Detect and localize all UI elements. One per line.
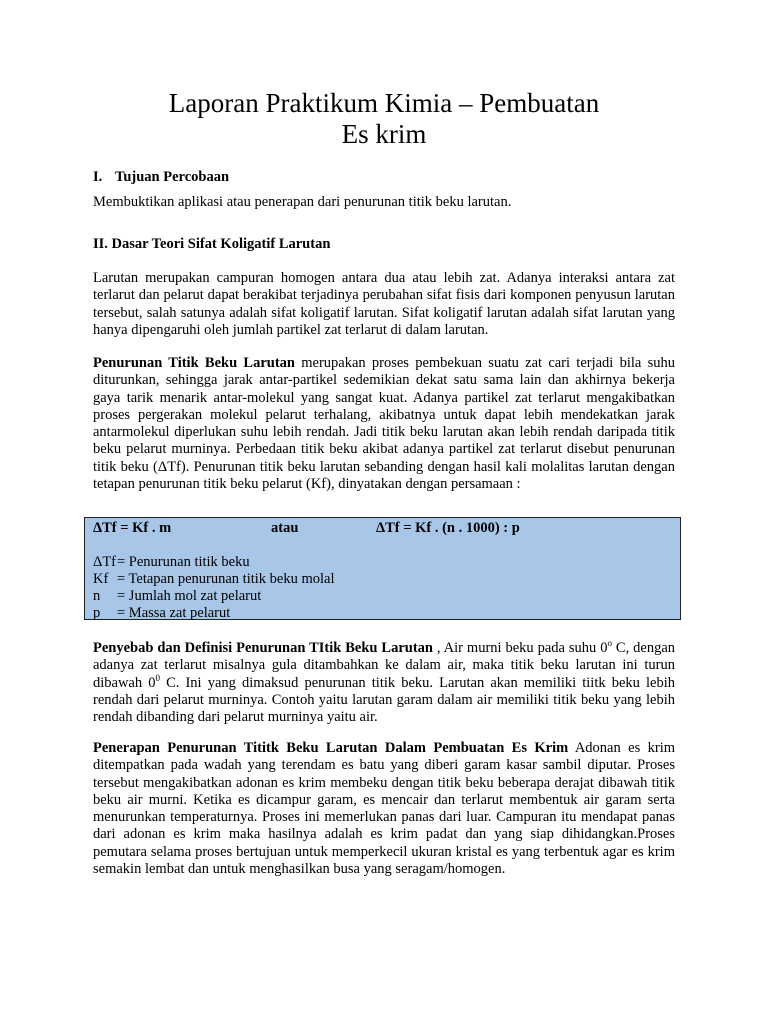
definition-row: [93, 605, 680, 622]
paragraph-body: , Air murni beku pada suhu 0: [432, 640, 608, 656]
title-line-2: Es krim: [341, 119, 427, 149]
definition-text: = Jumlah mol zat pelarut: [117, 588, 262, 604]
paragraph-penurunan-titik-beku: [93, 355, 675, 493]
paragraph-larutan: Larutan merupakan campuran homogen antara dua atau lebih zat. Adanya interaksi antara zat terlarut dan pelarut dapat berakibat terjadinya perubahan sifat fisis dari komponen penyusun larutan tersebut, salah satunya adalah sifat koligatif larutan. Sifat koligatif larutan adalah sifat larutan yang hanya dipengaruhi oleh jumlah partikel zat terlarut di dalam larutan.: [93, 270, 675, 338]
paragraph-penerapan: [93, 740, 675, 878]
paragraph-body: merupakan proses pembekuan suatu zat cari terjadi bila suhu diturunkan, sehingga jarak antar-partikel sedemikian dekat satu sama lain dan akhirnya bekerja gaya tarik menarik antar-molekul yang sangat kuat. Adanya partikel zat terlarut mengakibatkan proses pergerakan molekul pelarut terhalang, akibatnya untuk dapat lebih mendekatkan jarak antarmolekul diperlukan suhu lebih rendah. Jadi titik beku larutan akan lebih rendah daripada titik beku pelarut murninya. Perbedaan titik beku akibat adanya partikel zat terlarut disebut penurunan titik beku (ΔTf). Penurunan titik beku larutan sebanding dengan hasil kali molalitas larutan dengan tetapan penurunan titik beku pelarut (Kf), dinyatakan dengan persamaan :: [93, 355, 675, 493]
formula-line: [93, 520, 680, 537]
paragraph-bold-lead: Penyebab dan Definisi Penurunan TItik Beku Larutan: [93, 640, 433, 656]
superscript: 0: [155, 672, 160, 683]
definition-symbol: Kf: [93, 571, 109, 587]
definition-symbol: ΔTf: [93, 554, 117, 570]
paragraph-bold-lead: Penurunan Titik Beku Larutan: [93, 355, 295, 371]
definition-row: [93, 554, 680, 571]
paragraph-bold-lead: Penerapan Penurunan Tititk Beku Larutan Dalam Pembuatan Es Krim: [93, 740, 569, 756]
definition-row: [93, 588, 680, 605]
formula-mass: ΔTf = Kf . (n . 1000) : p: [376, 520, 520, 536]
title-line-1: Laporan Praktikum Kimia – Pembuatan: [168, 88, 600, 118]
paragraph-tujuan: Membuktikan aplikasi atau penerapan dari penurunan titik beku larutan.: [93, 194, 512, 210]
definition-symbol: n: [93, 588, 101, 604]
definition-row: [93, 571, 680, 588]
paragraph-penyebab: [93, 640, 675, 726]
page-title: [90, 88, 678, 150]
section-heading-dasar-teori: II. Dasar Teori Sifat Koligatif Larutan: [93, 236, 331, 252]
section-heading-text: Tujuan Percobaan: [115, 169, 230, 185]
formula-box: [84, 517, 681, 620]
definition-text: = Tetapan penurunan titik beku molal: [117, 571, 335, 587]
definition-text: = Massa zat pelarut: [117, 605, 231, 621]
section-number: I.: [93, 169, 103, 185]
definition-symbol: p: [93, 605, 101, 621]
paragraph-body: C, dengan adanya zat terlarut misalnya gula ditambahkan ke dalam air, maka titik beku larutan ini turun dibawah 0: [93, 640, 676, 691]
section-heading-tujuan: [93, 169, 675, 186]
paragraph-body: C. Ini yang dimaksud penurunan titik beku. Larutan akan memiliki tiitk beku lebih rendah dari pelarut murninya. Contoh yaitu larutan garam dalam air memiliki titik beku yang lebih rendah dibanding dari pelarut murninya yaitu air.: [93, 674, 675, 726]
formula-molality: ΔTf = Kf . m: [93, 520, 172, 536]
formula-separator: atau: [271, 520, 299, 536]
definition-text: = Penurunan titik beku: [117, 554, 250, 570]
superscript: o: [607, 638, 612, 649]
paragraph-body: Adonan es krim ditempatkan pada wadah yang terendam es batu yang diberi garam kasar sambil diputar. Proses tersebut mengakibatkan adonan es krim membeku dengan titik beku beberapa derajat dibawah titik beku air murni. Ketika es dicampur garam, es mencair dan terlarut membentuk air garam serta menurunkan temperaturnya. Proses ini memerlukan panas dari luar. Campuran itu mendapat panas dari adonan es krim maka hasilnya adalah es krim padat dan yang siap dihidangkan.Proses pemutara selama proses bertujuan untuk memperkecil ukuran kristal es yang terbentuk agar es krim semakin lembat dan untuk menghasilkan busa yang seragam/homogen.: [93, 740, 675, 878]
